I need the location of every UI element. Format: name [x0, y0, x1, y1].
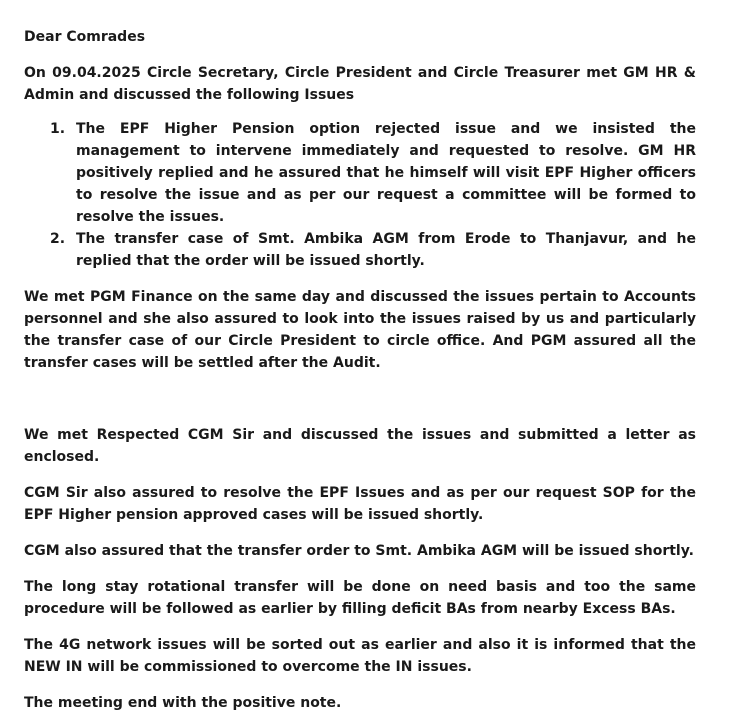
pgm-meeting-paragraph: We met PGM Finance on the same day and discussed the issues pertain to Accounts personnel and she also assured to look into the issues raised by us and particularly the transfer case of our Circle President to circle office. And PGM assured all the transfer cases will be settled after the Audit. [24, 289, 696, 371]
intro-paragraph: On 09.04.2025 Circle Secretary, Circle President and Circle Treasurer met GM HR & Admin and discussed the following Issues [24, 65, 696, 103]
issue-number: 1. [50, 121, 66, 137]
rotational-transfer-paragraph: The long stay rotational transfer will be done on need basis and too the same procedure will be followed as earlier by filling deficit BAs from nearby Excess BAs. [24, 579, 696, 617]
cgm-transfer-paragraph: CGM also assured that the transfer order to Smt. Ambika AGM will be issued shortly. [24, 543, 694, 559]
issue-text: The EPF Higher Pension option rejected issue and we insisted the management to intervene immediately and requested to resolve. GM HR positively replied and he assured that he himself will visit EPF Higher officers to resolve the issue and as per our request a committee will be formed to resolve the issues. [76, 121, 696, 225]
issues-list [24, 118, 696, 272]
network-issues-paragraph: The 4G network issues will be sorted out as earlier and also it is informed that the NEW IN will be commissioned to overcome the IN issues. [24, 637, 696, 675]
issue-item [24, 118, 696, 228]
closing-paragraph: The meeting end with the positive note. [24, 695, 342, 711]
issue-number: 2. [50, 231, 66, 247]
cgm-meeting-paragraph: We met Respected CGM Sir and discussed the issues and submitted a letter as enclosed. [24, 427, 696, 465]
letter-body [24, 26, 696, 714]
issue-item [24, 228, 696, 272]
issue-text: The transfer case of Smt. Ambika AGM from Erode to Thanjavur, and he replied that the order will be issued shortly. [76, 231, 696, 269]
cgm-epf-paragraph: CGM Sir also assured to resolve the EPF Issues and as per our request SOP for the EPF Higher pension approved cases will be issued shortly. [24, 485, 696, 523]
greeting: Dear Comrades [24, 29, 146, 45]
